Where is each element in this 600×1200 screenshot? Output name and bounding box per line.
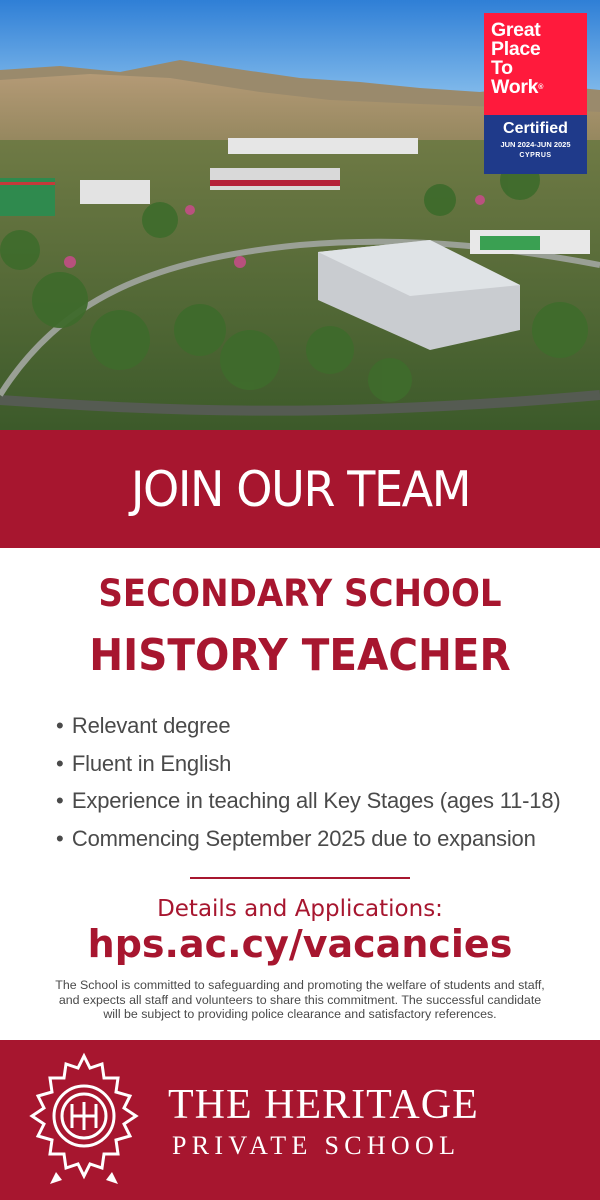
school-subtitle: PRIVATE SCHOOL bbox=[172, 1131, 461, 1160]
badge-country: CYPRUS bbox=[519, 152, 552, 159]
requirement-text: Experience in teaching all Key Stages (ages 11-18) bbox=[71, 788, 561, 813]
bullet-icon: • bbox=[56, 713, 64, 738]
school-crest-icon bbox=[20, 1052, 148, 1188]
list-item bbox=[56, 711, 560, 749]
role-title: HISTORY TEACHER bbox=[89, 630, 511, 681]
list-item bbox=[56, 824, 560, 862]
badge-line-2: Place bbox=[491, 38, 541, 60]
badge-line-4: Work bbox=[491, 76, 539, 98]
badge-title bbox=[484, 13, 587, 115]
badge-certification bbox=[484, 115, 587, 174]
requirements-list bbox=[56, 711, 560, 861]
bullet-icon: • bbox=[56, 788, 64, 813]
apply-label: Details and Applications: bbox=[157, 896, 443, 922]
registered-icon: ® bbox=[538, 84, 544, 91]
great-place-to-work-badge bbox=[484, 13, 587, 174]
list-item bbox=[56, 749, 560, 787]
requirement-text: Fluent in English bbox=[71, 750, 232, 776]
school-name: THE HERITAGE bbox=[168, 1082, 479, 1128]
safeguarding-line: The School is committed to safeguarding and promoting the welfare of students and staff, bbox=[55, 978, 545, 992]
badge-dates: JUN 2024-JUN 2025 bbox=[500, 140, 571, 149]
bullet-icon: • bbox=[56, 750, 64, 776]
safeguarding-statement bbox=[10, 978, 590, 1022]
role-level: SECONDARY SCHOOL bbox=[98, 572, 502, 615]
list-item bbox=[56, 786, 560, 824]
vacancies-link[interactable]: hps.ac.cy/vacancies bbox=[87, 922, 513, 966]
join-banner bbox=[0, 430, 600, 548]
safeguarding-line: will be subject to providing police clearance and satisfactory references. bbox=[103, 1007, 497, 1021]
join-headline: JOIN OUR TEAM bbox=[130, 460, 470, 518]
divider bbox=[190, 877, 410, 879]
badge-certified: Certified bbox=[503, 120, 568, 137]
requirement-text: Relevant degree bbox=[71, 713, 231, 738]
campus-aerial-photo bbox=[0, 0, 600, 430]
badge-line-3: To bbox=[491, 57, 513, 79]
badge-line-1: Great bbox=[491, 19, 541, 41]
requirement-text: Commencing September 2025 due to expansion bbox=[71, 825, 536, 851]
bullet-icon: • bbox=[56, 825, 64, 851]
safeguarding-line: and expects all staff and volunteers to share this commitment. The successful candidate bbox=[58, 992, 542, 1007]
